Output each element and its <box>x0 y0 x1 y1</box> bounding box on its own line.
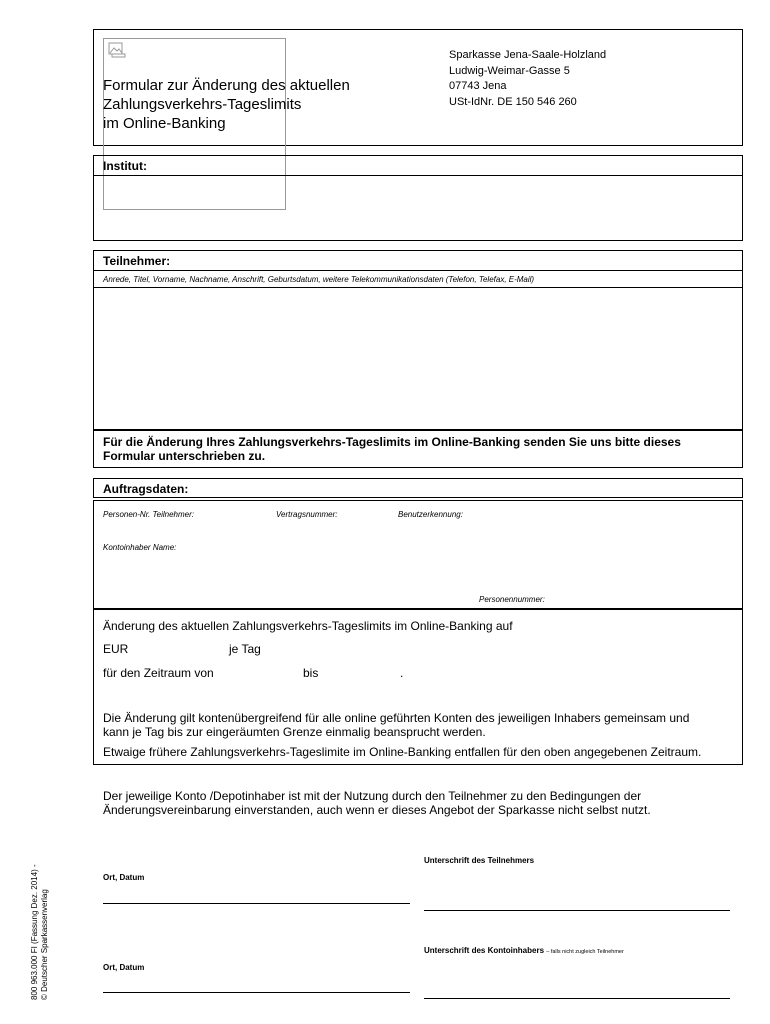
bank-address <box>449 48 606 110</box>
institut-divider <box>93 175 743 176</box>
auftragsdaten-header <box>93 478 743 498</box>
institut-box[interactable] <box>93 155 743 241</box>
ort-datum-label-1: Ort, Datum <box>103 873 145 882</box>
benutzerkennung-label: Benutzerkennung: <box>398 510 463 519</box>
form-number: 800 963.000 FI (Fassung Dez. 2014) - <box>30 864 39 1000</box>
address-line-1: Sparkasse Jena-Saale-Holzland <box>449 49 607 61</box>
currency-label: EUR <box>103 642 129 656</box>
ort-datum-label-2: Ort, Datum <box>103 963 145 972</box>
notice-line-2: Formular unterschrieben zu. <box>103 449 266 463</box>
sig-teilnehmer-label: Unterschrift des Teilnehmers <box>424 856 535 865</box>
institut-label: Institut: <box>103 159 147 173</box>
sig-kontoinhaber-title: Unterschrift des Kontoinhabers <box>424 946 545 955</box>
notice-line-1: Für die Änderung Ihres Zahlungsverkehrs-Tageslimits im Online-Banking senden Sie uns bitte dieses <box>103 435 681 449</box>
vertragsnummer-label: Vertragsnummer: <box>276 510 338 519</box>
kontoinhaber-label: Kontoinhaber Name: <box>103 543 177 552</box>
form-footer <box>30 864 50 1000</box>
address-line-3: 07743 Jena <box>449 80 507 92</box>
teilnehmer-label: Teilnehmer: <box>103 254 171 268</box>
sig-kontoinhaber-label <box>424 946 624 955</box>
sig-kontoinhaber-line[interactable] <box>424 998 730 999</box>
ort-datum-line-1[interactable] <box>103 903 410 904</box>
image-placeholder-icon <box>108 42 126 63</box>
title-line-1: Formular zur Änderung des aktuellen <box>103 77 350 94</box>
teilnehmer-hint: Anrede, Titel, Vorname, Nachname, Anschrift, Geburtsdatum, weitere Telekommunikationsdaten (Telefon, Telefax, E-Mail) <box>103 275 535 284</box>
notice-text <box>103 435 681 463</box>
aenderung-intro: Änderung des aktuellen Zahlungsverkehrs-Tageslimits im Online-Banking auf <box>103 619 513 633</box>
period-end-dot: . <box>400 666 404 680</box>
sig-kontoinhaber-note: – falls nicht zugleich Teilnehmer <box>546 949 624 955</box>
period-to-label: bis <box>303 666 319 680</box>
personen-nr-label: Personen-Nr. Teilnehmer: <box>103 510 195 519</box>
teilnehmer-divider-2 <box>93 287 743 288</box>
personennummer-label: Personennummer: <box>479 595 545 604</box>
page-title <box>103 76 350 133</box>
consent-line-2: Änderungsvereinbarung einverstanden, auch wenn er dieses Angebot der Sparkasse nicht selbst nutzt. <box>103 803 651 817</box>
title-line-2: Zahlungsverkehrs-Tageslimits <box>103 96 302 113</box>
info-1-line-1: Die Änderung gilt kontenübergreifend für alle online geführten Konten des jeweiligen Inhabers gemeinsam und <box>103 711 690 725</box>
per-day-label: je Tag <box>229 642 261 656</box>
aenderung-info-1 <box>103 711 689 739</box>
auftragsdaten-label: Auftragsdaten: <box>103 482 189 496</box>
info-1-line-2: kann je Tag bis zur eingeräumten Grenze einmalig beansprucht werden. <box>103 725 486 739</box>
teilnehmer-divider-1 <box>93 270 743 271</box>
title-line-3: im Online-Banking <box>103 115 226 132</box>
publisher: © Deutscher Sparkassenverlag <box>40 889 49 1000</box>
address-line-4: USt-IdNr. DE 150 546 260 <box>449 95 577 108</box>
consent-text <box>103 789 651 817</box>
address-line-2: Ludwig-Weimar-Gasse 5 <box>449 64 570 77</box>
sig-teilnehmer-line[interactable] <box>424 910 730 911</box>
aenderung-info-2: Etwaige frühere Zahlungsverkehrs-Tageslimite im Online-Banking entfallen für den oben angegebenen Zeitraum. <box>103 745 702 759</box>
consent-line-1: Der jeweilige Konto /Depotinhaber ist mit der Nutzung durch den Teilnehmer zu den Bedingungen der <box>103 789 642 803</box>
period-from-label: für den Zeitraum von <box>103 666 214 680</box>
ort-datum-line-2[interactable] <box>103 992 410 993</box>
